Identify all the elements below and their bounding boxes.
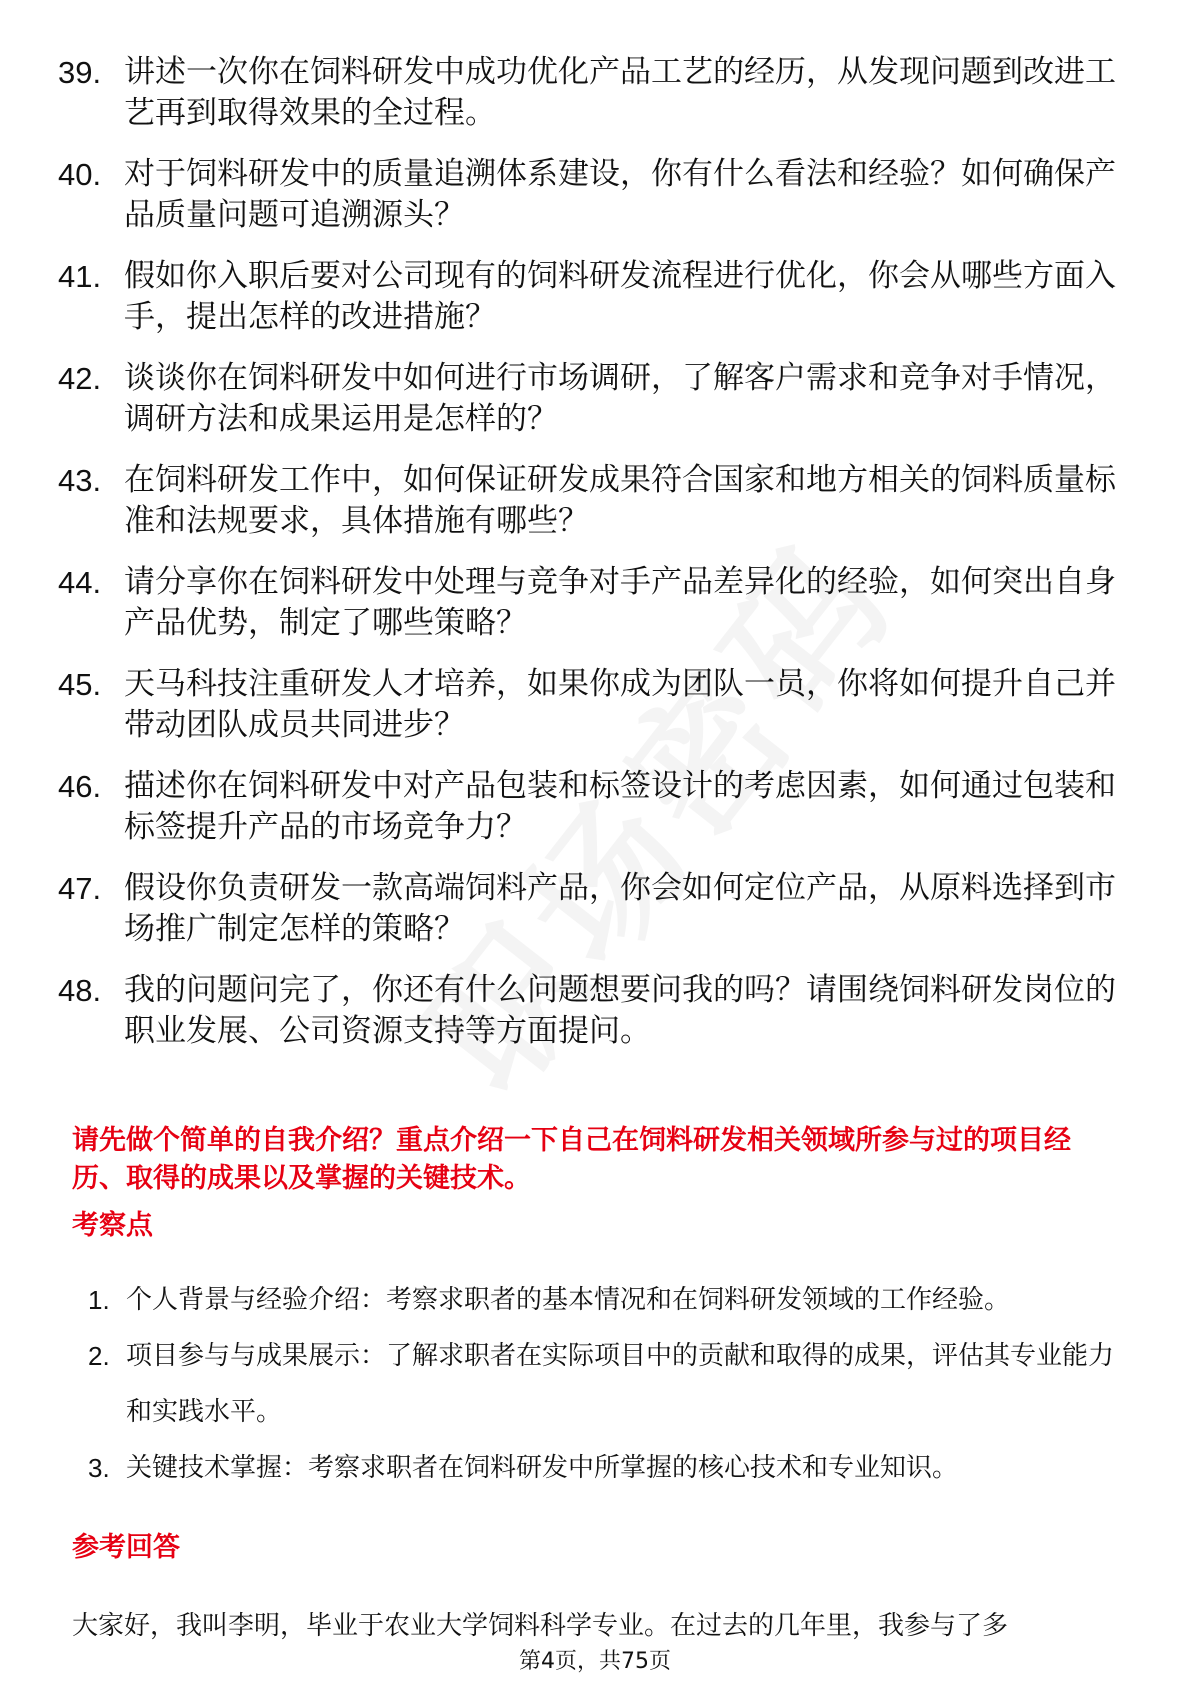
question-text: 对于饲料研发中的质量追溯体系建设，你有什么看法和经验？如何确保产品质量问题可追溯源头？ — [124, 156, 1116, 233]
question-number: 39. — [58, 55, 102, 90]
assessment-points-list — [88, 1272, 1128, 1496]
question-text: 谈谈你在饲料研发中如何进行市场调研，了解客户需求和竞争对手情况，调研方法和成果运用是怎样的？ — [124, 360, 1116, 437]
question-item — [58, 358, 1138, 440]
answer-paragraph: 大家好，我叫李明，毕业于农业大学饲料科学专业。在过去的几年里，我参与了多 — [72, 1611, 1009, 1641]
question-item — [58, 562, 1138, 644]
question-number: 44. — [58, 565, 102, 600]
question-number: 48. — [58, 973, 102, 1008]
question-text: 描述你在饲料研发中对产品包装和标签设计的考虑因素，如何通过包装和标签提升产品的市场竞争力？ — [124, 768, 1116, 845]
question-text: 请分享你在饲料研发中处理与竞争对手产品差异化的经验，如何突出自身产品优势，制定了哪些策略？ — [124, 564, 1116, 641]
question-text: 天马科技注重研发人才培养，如果你成为团队一员，你将如何提升自己并带动团队成员共同进步？ — [124, 666, 1116, 743]
question-number: 42. — [58, 361, 102, 396]
question-text: 在饲料研发工作中，如何保证研发成果符合国家和地方相关的饲料质量标准和法规要求，具体措施有哪些？ — [124, 462, 1116, 539]
question-number: 41. — [58, 259, 102, 294]
highlight-question: 请先做个简单的自我介绍？重点介绍一下自己在饲料研发相关领域所参与过的项目经历、取得的成果以及掌握的关键技术。 — [72, 1125, 1071, 1194]
section-heading-points: 考察点 — [72, 1210, 153, 1241]
question-list — [58, 52, 1138, 1072]
question-number: 47. — [58, 871, 102, 906]
question-number: 45. — [58, 667, 102, 702]
question-item — [58, 766, 1138, 848]
question-item — [58, 154, 1138, 236]
question-number: 43. — [58, 463, 102, 498]
section-heading-answer: 参考回答 — [72, 1532, 180, 1563]
question-number: 46. — [58, 769, 102, 804]
assessment-point — [88, 1328, 1128, 1440]
question-item — [58, 970, 1138, 1052]
question-text: 假设你负责研发一款高端饲料产品，你会如何定位产品，从原料选择到市场推广制定怎样的策略？ — [124, 870, 1116, 947]
question-text: 假如你入职后要对公司现有的饲料研发流程进行优化，你会从哪些方面入手，提出怎样的改进措施？ — [124, 258, 1116, 335]
point-number: 3. — [88, 1453, 110, 1483]
question-text: 我的问题问完了，你还有什么问题想要问我的吗？请围绕饲料研发岗位的职业发展、公司资源支持等方面提问。 — [124, 972, 1116, 1049]
page-footer: 第4页，共75页 — [519, 1649, 671, 1674]
point-text: 个人背景与经验介绍：考察求职者的基本情况和在饲料研发领域的工作经验。 — [126, 1285, 1011, 1315]
assessment-point — [88, 1440, 1128, 1496]
point-number: 1. — [88, 1285, 110, 1315]
point-text: 关键技术掌握：考察求职者在饲料研发中所掌握的核心技术和专业知识。 — [126, 1453, 959, 1483]
question-number: 40. — [58, 157, 102, 192]
question-item — [58, 460, 1138, 542]
question-item — [58, 868, 1138, 950]
point-text: 项目参与与成果展示：了解求职者在实际项目中的贡献和取得的成果，评估其专业能力和实践水平。 — [126, 1341, 1115, 1427]
question-item — [58, 52, 1138, 134]
point-number: 2. — [88, 1341, 110, 1371]
question-text: 讲述一次你在饲料研发中成功优化产品工艺的经历，从发现问题到改进工艺再到取得效果的全过程。 — [124, 54, 1116, 131]
question-item — [58, 664, 1138, 746]
question-item — [58, 256, 1138, 338]
assessment-point — [88, 1272, 1128, 1328]
